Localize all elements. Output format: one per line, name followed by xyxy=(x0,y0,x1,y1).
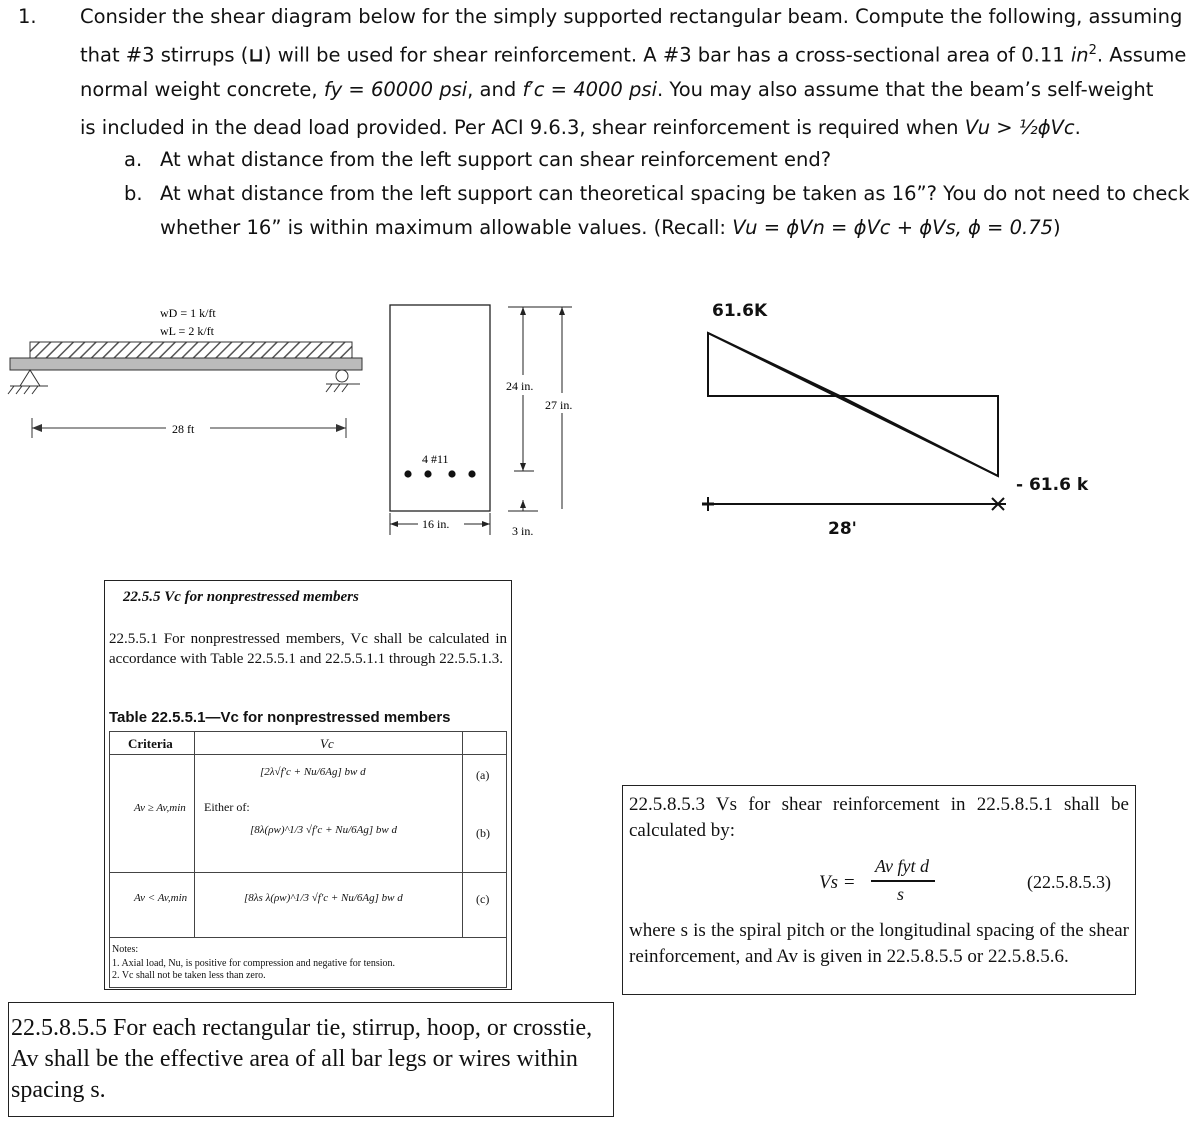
section-outline xyxy=(390,305,490,511)
right-roller-support xyxy=(326,370,360,392)
vc-header: Vc xyxy=(320,736,334,751)
beam-diagram xyxy=(0,290,370,450)
problem-number: 1. xyxy=(18,5,37,28)
row1-criteria: Av ≥ Av,min xyxy=(134,802,186,814)
beam xyxy=(10,358,362,370)
part-a-text: At what distance from the left support can shear reinforcement end? xyxy=(160,148,832,171)
aci-22-5-8-5-3-excerpt xyxy=(622,785,1136,995)
aci-22-5-5-1-text: 22.5.5.1 For nonprestressed members, Vc shall be calculated in accordance with Table 22.5.5.1 and 22.5.5.1.1 through 22.5.5.1.3. xyxy=(109,631,507,667)
span-dimension xyxy=(32,418,346,438)
eq-b: [8λ(ρw)^1/3 √f′c + Nu/6Ag] bw d xyxy=(250,824,397,836)
cover-label: 3 in. xyxy=(512,524,534,538)
aci-22-5-5-excerpt xyxy=(104,580,512,990)
vs-where-text: where s is the spiral pitch or the longitudinal spacing of the shear reinforcement, and Av is given in 22.5.8.5.5 or 22.5.8.5.6. xyxy=(629,920,1129,967)
shear-length-label: 28' xyxy=(828,519,857,539)
height-dimension xyxy=(530,307,572,509)
problem-line-1: Consider the shear diagram below for the simply supported rectangular beam. Compute the following, assuming xyxy=(80,5,1183,28)
tag-b: (b) xyxy=(476,826,490,840)
part-b-label: b. xyxy=(124,182,143,205)
live-load-label: wL = 2 k/ft xyxy=(160,324,214,338)
row2-criteria: Av < Av,min xyxy=(134,892,188,904)
cover-dimension xyxy=(508,500,538,538)
aci-22-5-8-5-5-excerpt xyxy=(8,1002,614,1117)
shear-slope-line xyxy=(708,333,998,476)
av-definition-text: 22.5.8.5.5 For each rectangular tie, stirrup, hoop, or crosstie, Av shall be the effective area of all bar legs or wires within spacing s. xyxy=(11,1015,593,1103)
tag-c: (c) xyxy=(476,892,490,906)
left-pin-support xyxy=(8,370,48,394)
vs-equation-lhs: Vs = xyxy=(819,872,856,893)
effective-depth-label: 24 in. xyxy=(506,379,534,393)
vs-definition-text: 22.5.8.5.3 Vs for shear reinforcement in 22.5.8.5.1 shall be calculated by: xyxy=(629,794,1129,841)
distributed-load xyxy=(30,342,352,358)
note-1: 1. Axial load, Nu, is positive for compression and negative for tension. xyxy=(112,958,396,969)
shear-diagram xyxy=(690,290,1110,540)
aci-table xyxy=(109,731,507,938)
part-b-text: At what distance from the left support can theoretical spacing be taken as 16”? You do not need to check whether 16” is within maximum allowable values. (Recall: Vu = ϕVn = ϕVc + ϕVs, ϕ = 0.75) xyxy=(160,182,1190,239)
tag-a: (a) xyxy=(476,768,490,782)
height-label: 27 in. xyxy=(545,398,573,412)
shear-right-value: - 61.6 k xyxy=(1016,475,1089,495)
problem-line-2: that #3 stirrups (⊔) will be used for shear reinforcement. A #3 bar has a cross-sectional area of 0.11 $in^2$. Assume xyxy=(80,43,1187,67)
aci-table-notes xyxy=(109,938,507,988)
width-dimension xyxy=(390,513,490,535)
effective-depth-dimension xyxy=(506,307,538,471)
vs-equation-denominator: s xyxy=(897,884,905,904)
span-label: 28 ft xyxy=(172,422,195,436)
part-a-label: a. xyxy=(124,148,143,171)
length-dimension xyxy=(702,497,1006,511)
cross-section xyxy=(380,295,600,545)
shear-left-value: 61.6K xyxy=(712,301,768,321)
problem-text xyxy=(80,0,1190,145)
notes-title: Notes: xyxy=(112,944,139,955)
eq-a: [2λ√f′c + Nu/6Ag] bw d xyxy=(260,766,366,778)
width-label: 16 in. xyxy=(422,517,450,531)
note-2: 2. Vc shall not be taken less than zero. xyxy=(112,970,266,981)
criteria-header: Criteria xyxy=(128,736,173,751)
vs-equation-number: (22.5.8.5.3) xyxy=(1027,872,1111,892)
aci-table-title: Table 22.5.5.1—Vc for nonprestressed members xyxy=(109,709,451,726)
rebar-group xyxy=(404,470,475,477)
fraction-bar xyxy=(871,880,935,882)
rebar-label: 4 #11 xyxy=(422,452,449,466)
vs-equation-numerator: Av fyt d xyxy=(875,856,929,876)
problem-line-4: is included in the dead load provided. Per ACI 9.6.3, shear reinforcement is required when Vu > ½ϕVc. xyxy=(80,115,1081,139)
either-of: Either of: xyxy=(204,800,250,814)
aci-22-5-5-heading: 22.5.5 Vc for nonprestressed members xyxy=(123,589,359,605)
eq-c: [8λs λ(ρw)^1/3 √f′c + Nu/6Ag] bw d xyxy=(244,892,403,904)
stirrup-symbol: ⊔ xyxy=(248,43,264,67)
dead-load-label: wD = 1 k/ft xyxy=(160,306,216,320)
problem-line-3: normal weight concrete, fy = 60000 psi, and f′c = 4000 psi. You may also assume that the beam’s self-weight xyxy=(80,77,1154,101)
